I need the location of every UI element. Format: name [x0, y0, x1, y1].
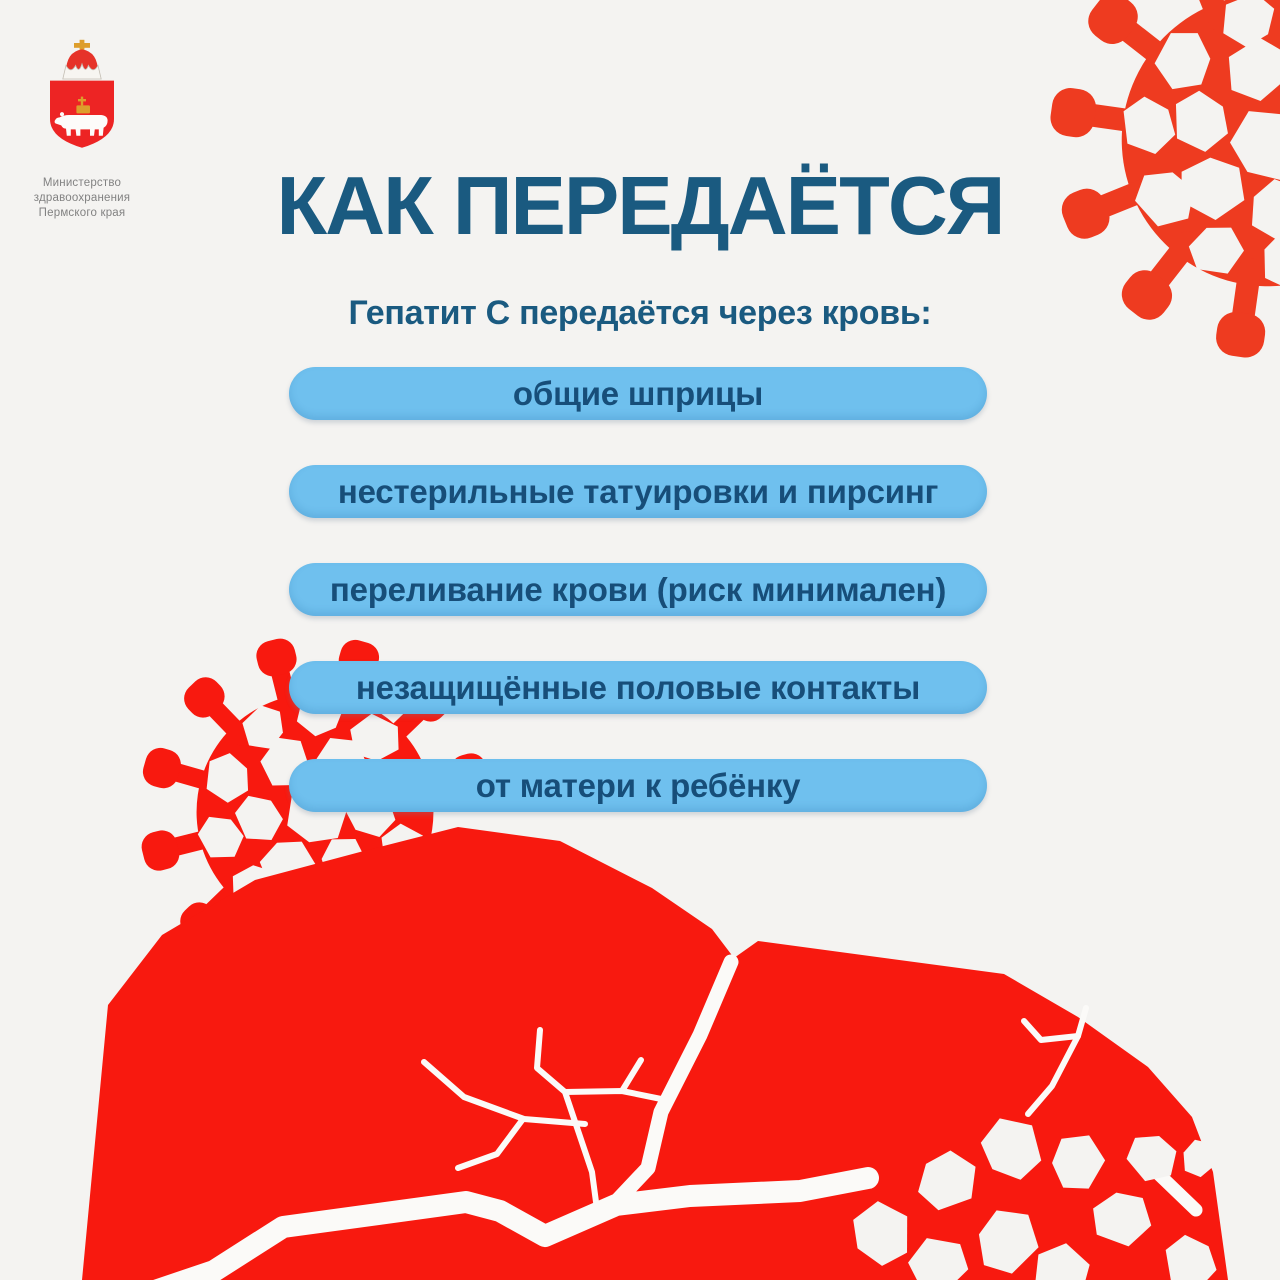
liver-icon [82, 827, 1275, 1280]
org-name-line: Пермского края [38, 207, 126, 220]
transmission-pill [289, 661, 987, 714]
pill-label: незащищённые половые контакты [355, 668, 921, 706]
pill-label: от матери к ребёнку [475, 766, 801, 804]
org-name-line: здравоохранения [33, 192, 131, 205]
pill-label: общие шприцы [512, 374, 764, 412]
transmission-pill [289, 759, 987, 812]
transmission-pill [289, 563, 987, 616]
transmission-pill [289, 465, 987, 518]
transmission-list [289, 367, 987, 812]
org-name-line: Министерство [42, 177, 122, 189]
transmission-pill [289, 367, 987, 420]
pill-label: переливание крови (риск минимален) [329, 570, 947, 608]
pill-label: нестерильные татуировки и пирсинг [337, 472, 939, 510]
subtitle: Гепатит С передаётся через кровь: [348, 294, 932, 332]
shield-icon [50, 81, 114, 148]
page-title: КАК ПЕРЕДАЁТСЯ [276, 159, 1004, 252]
crown-icon [63, 40, 101, 79]
coat-of-arms-icon [34, 24, 130, 174]
